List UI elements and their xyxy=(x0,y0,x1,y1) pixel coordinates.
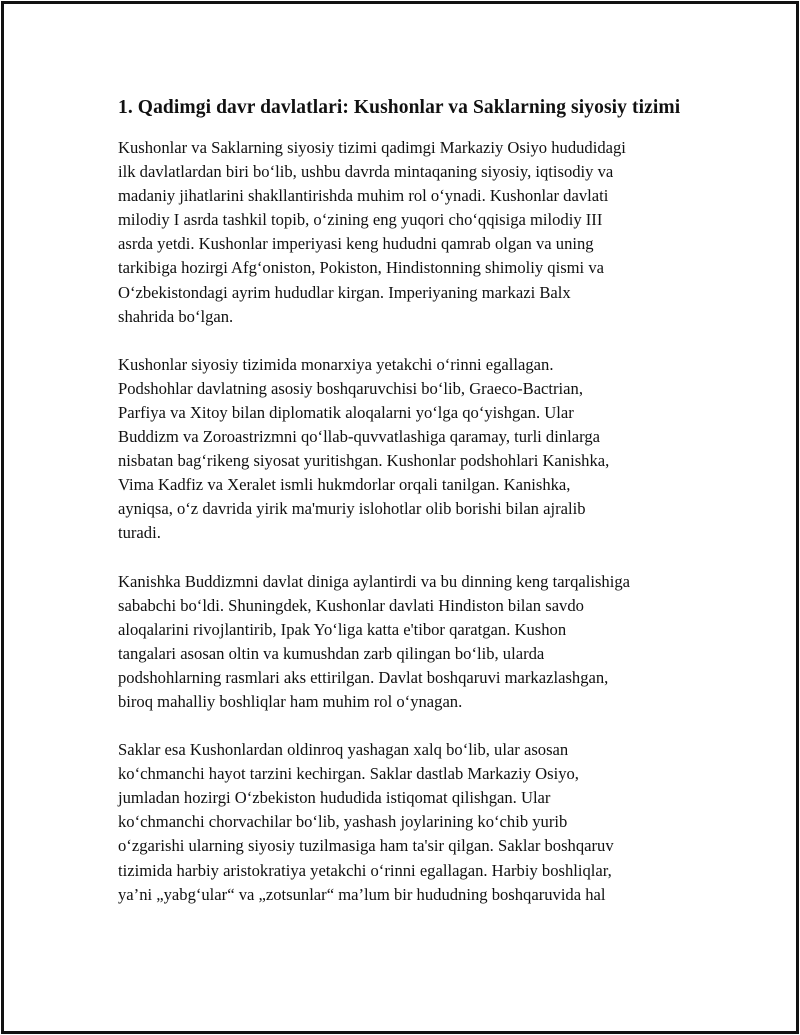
paragraph-saklar: Saklar esa Kushonlardan oldinroq yashagan xalq bo‘lib, ular asosan ko‘chmanchi hayot tarzini kechirgan. Saklar dastlab Markaziy Osiyo, jumladan hozirgi O‘zbekiston hududida istiqomat qilishgan. Ular ko‘chmanchi chorvachilar bo‘lib, yashash joylarining ko‘chib yurib o‘zgarishi ularning siyosiy tuzilmasiga ham ta'sir qilgan. Saklar boshqaruv tizimida harbiy aristokratiya yetakchi o‘rinni egallagan. Harbiy boshliqlar, ya’ni „yabg‘ular“ va „zotsunlar“ ma’lum bir hududning boshqaruvida hal xyxy=(118,740,614,904)
paragraph-kanishka-buddhism: Kanishka Buddizmni davlat diniga aylantirdi va bu dinning keng tarqalishiga sababchi bo‘ldi. Shuningdek, Kushonlar davlati Hindiston bilan savdo aloqalarini rivojlantirib, Ipak Yo‘liga katta e'tibor qaratgan. Kushon tangalari asosan oltin va kumushdan zarb qilingan bo‘lib, ularda podshohlarning rasmlari aks ettirilgan. Davlat boshqaruvi markazlashgan, biroq mahalliy boshliqlar ham muhim rol o‘ynagan. xyxy=(118,571,630,711)
paragraph-kushon-monarchy: Kushonlar siyosiy tizimida monarxiya yetakchi o‘rinni egallagan. Podshohlar davlatning asosiy boshqaruvchisi bo‘lib, Graeco-Bactrian, Parfiya va Xitoy bilan diplomatik aloqalarni yo‘lga qo‘yishgan. Ular Buddizm va Zoroastrizmni qo‘llab-quvvatlashiga qaramay, turli dinlarga nisbatan bag‘rikeng siyosat yuritishgan. Kushonlar podshohlari Kanishka, Vima Kadfiz va Xeralet ismli hukmdorlar orqali tanilgan. Kanishka, ayniqsa, o‘z davrida yirik ma'muriy islohotlar olib borishi bilan ajralib turadi. xyxy=(118,354,610,543)
section-heading: 1. Qadimgi davr davlatlari: Kushonlar va Saklarning siyosiy tizimi xyxy=(118,97,681,118)
paragraph-kushon-overview: Kushonlar va Saklarning siyosiy tizimi qadimgi Markaziy Osiyo hududidagi ilk davlatlardan biri bo‘lib, ushbu davrda mintaqaning siyosiy, iqtisodiy va madaniy jihatlarini shakllantirishda muhim rol o‘ynadi. Kushonlar davlati milodiy I asrda tashkil topib, o‘zining eng yuqori cho‘qqisiga milodiy III asrda yetdi. Kushonlar imperiyasi keng hududni qamrab olgan va uning tarkibiga hozirgi Afg‘oniston, Pokiston, Hindistonning shimoliy qismi va O‘zbekistondagi ayrim hududlar kirgan. Imperiyaning markazi Balx shahrida bo‘lgan. xyxy=(118,138,626,326)
document-body xyxy=(118,94,698,931)
